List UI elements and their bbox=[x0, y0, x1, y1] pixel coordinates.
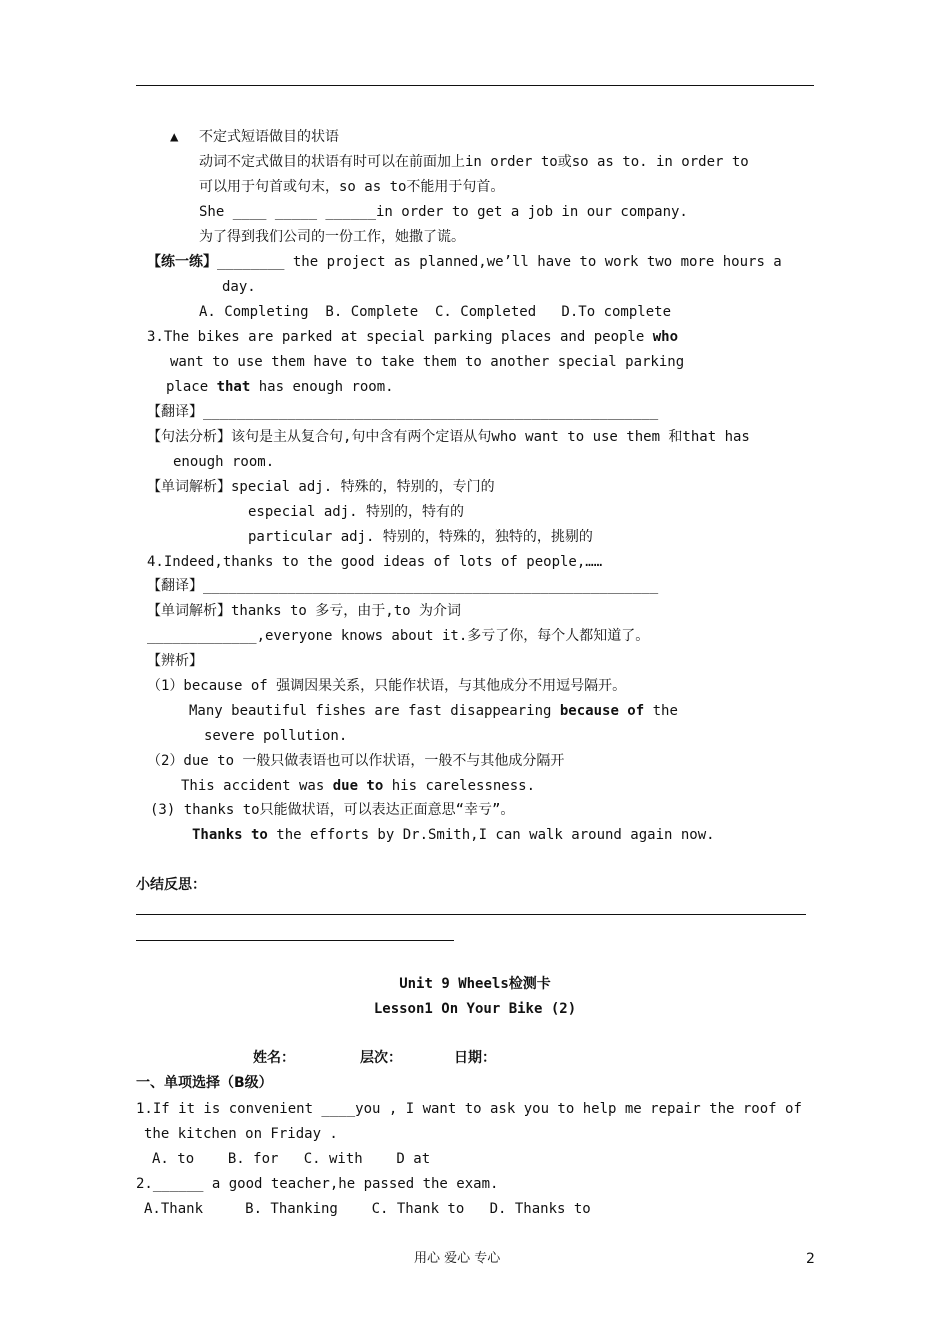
check-title: Unit 9 Wheels检测卡 bbox=[399, 976, 551, 992]
question-2-options: A.Thank B. Thanking C. Thank to D. Thanks to bbox=[144, 1201, 591, 1217]
practice-question bbox=[147, 253, 782, 271]
bullet-triangle-icon: ▲ bbox=[170, 129, 179, 145]
check-subtitle: Lesson1 On Your Bike (2) bbox=[373, 1001, 577, 1017]
item3-vocab-1: 【单词解析】special adj. 特殊的，特别的，专门的 bbox=[147, 479, 495, 495]
practice-tag: 【练一练】 bbox=[147, 254, 217, 270]
item3-syntax-cont: enough room. bbox=[173, 454, 275, 470]
item3-translate: 【翻译】______________________________________________________ bbox=[147, 404, 659, 420]
item4-point-2-example bbox=[181, 777, 535, 795]
item4-analysis-tag: 【辨析】 bbox=[147, 653, 203, 669]
question-2: 2.______ a good teacher,he passed the exam. bbox=[136, 1176, 499, 1192]
p2-example-bold: due to bbox=[332, 778, 384, 794]
item4-line-1: 4.Indeed,thanks to the good ideas of lots of people,…… bbox=[147, 554, 603, 570]
item4-point-1-example bbox=[189, 702, 678, 720]
item3-bold-who: who bbox=[652, 329, 679, 345]
item3-line-3 bbox=[166, 378, 394, 396]
p1-example-pre: Many beautiful fishes are fast disappearing bbox=[189, 703, 560, 719]
section-heading: 不定式短语做目的状语 bbox=[199, 129, 339, 145]
item4-point-1: （1）because of 强调因果关系，只能作状语，与其他成分不用逗号隔开。 bbox=[147, 678, 627, 694]
item3-line-3-post: has enough room. bbox=[250, 379, 394, 395]
item4-vocab: 【单词解析】thanks to 多亏，由于,to 为介词 bbox=[147, 603, 462, 619]
practice-question-text: ________ the project as planned,we’ll have to work two more hours a bbox=[217, 254, 782, 270]
example-english: She ____ _____ ______in order to get a job in our company. bbox=[199, 204, 688, 220]
name-label: 姓名： bbox=[253, 1050, 295, 1066]
item4-point-1-example-cont: severe pollution. bbox=[204, 728, 348, 744]
item4-translate: 【翻译】______________________________________________________ bbox=[147, 578, 659, 594]
summary-label: 小结反思： bbox=[136, 877, 206, 893]
p3-example-bold: Thanks to bbox=[192, 827, 268, 843]
item3-line-1-text: 3.The bikes are parked at special parking places and people bbox=[147, 329, 653, 345]
explanation-line-2: 可以用于句首或句末，so as to不能用于句首。 bbox=[199, 179, 505, 195]
item4-point-3: (3) thanks to只能做状语，可以表达正面意思“幸亏”。 bbox=[150, 802, 515, 818]
example-chinese: 为了得到我们公司的一份工作，她撒了谎。 bbox=[199, 229, 465, 245]
item3-vocab-2: especial adj. 特别的，特有的 bbox=[248, 504, 465, 520]
question-1-options: A. to B. for C. with D at bbox=[152, 1151, 431, 1167]
item4-point-3-example bbox=[192, 826, 715, 844]
p3-example-post: the efforts by Dr.Smith,I can walk around again now. bbox=[267, 827, 715, 843]
item3-syntax: 【句法分析】该句是主从复合句,句中含有两个定语从句who want to use them 和that has bbox=[147, 429, 750, 445]
p1-example-bold: because of bbox=[559, 703, 645, 719]
item3-vocab-3: particular adj. 特别的，特殊的，独特的，挑剔的 bbox=[248, 529, 593, 545]
item3-line-2: want to use them have to take them to another special parking bbox=[170, 354, 685, 370]
question-1-cont: the kitchen on Friday . bbox=[144, 1126, 338, 1142]
summary-line-2 bbox=[136, 940, 454, 941]
date-label: 日期： bbox=[454, 1050, 496, 1066]
section-title: 一、单项选择（B级） bbox=[136, 1075, 273, 1091]
explanation-line-1: 动词不定式做目的状语有时可以在前面加上in order to或so as to. in order to bbox=[199, 154, 749, 170]
item4-example: _____________,everyone knows about it.多亏了你，每个人都知道了。 bbox=[147, 628, 650, 644]
summary-line-1 bbox=[136, 914, 806, 915]
question-1: 1.If it is convenient ____you , I want to ask you to help me repair the roof of bbox=[136, 1101, 802, 1117]
p2-example-pre: This accident was bbox=[181, 778, 333, 794]
practice-options: A. Completing B. Complete C. Completed D.To complete bbox=[199, 304, 672, 320]
footer-text: 用心 爱心 专心 bbox=[414, 1251, 501, 1266]
p2-example-post: his carelessness. bbox=[383, 778, 536, 794]
item3-bold-that: that bbox=[216, 379, 251, 395]
item3-line-3-pre: place bbox=[166, 379, 217, 395]
practice-question-cont: day. bbox=[222, 279, 256, 295]
top-rule bbox=[136, 85, 814, 86]
page-number: 2 bbox=[806, 1251, 815, 1267]
p1-example-post: the bbox=[644, 703, 678, 719]
item3-line-1 bbox=[147, 328, 678, 346]
level-label: 层次： bbox=[360, 1050, 402, 1066]
item4-point-2: （2）due to 一般只做表语也可以作状语，一般不与其他成分隔开 bbox=[147, 753, 565, 769]
